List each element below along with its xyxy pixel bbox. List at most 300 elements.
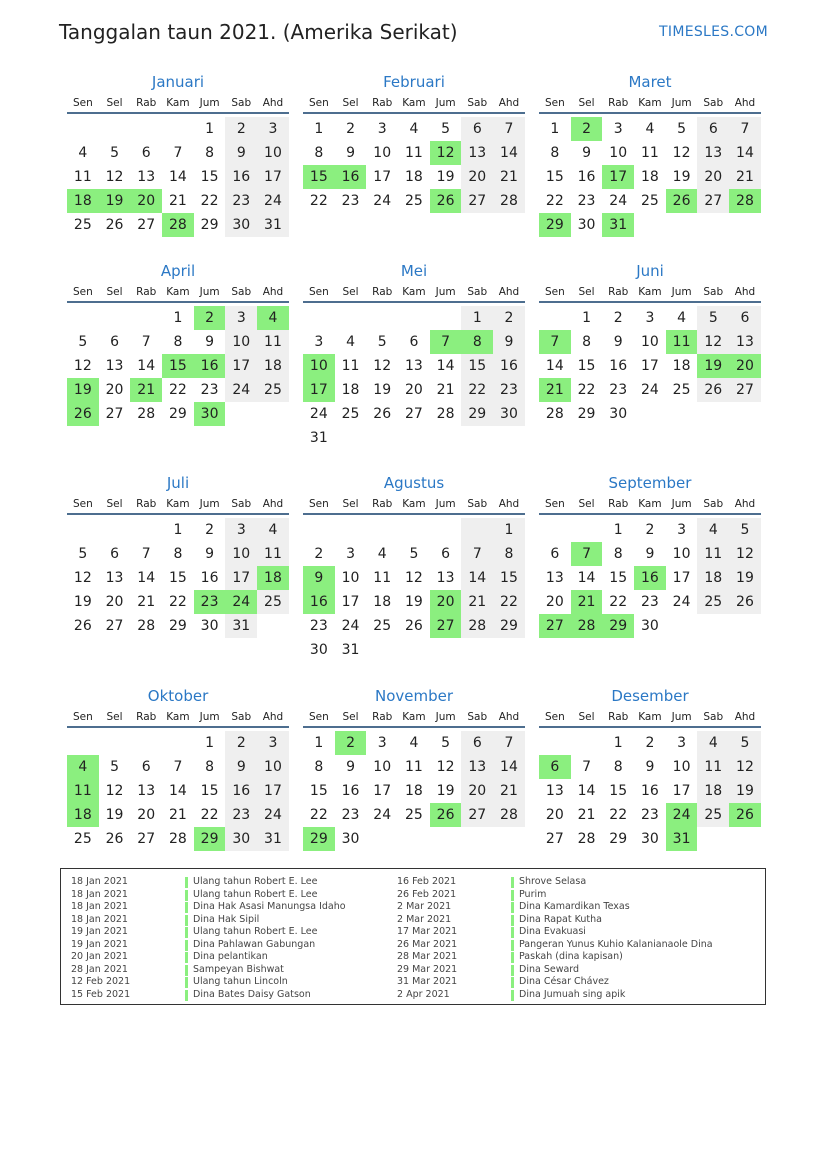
day-cell[interactable]: 22: [200, 807, 219, 823]
day-cell[interactable]: 20: [105, 594, 124, 610]
day-cell[interactable]: 21: [137, 594, 156, 610]
day-cell[interactable]: 24: [373, 193, 392, 209]
day-cell[interactable]: 2: [314, 546, 324, 562]
day-cell[interactable]: 28: [168, 831, 187, 847]
day-cell[interactable]: 8: [314, 759, 324, 775]
day-cell[interactable]: 1: [550, 121, 560, 137]
day-cell[interactable]: 20: [105, 382, 124, 398]
day-cell[interactable]: 25: [341, 406, 360, 422]
day-cell[interactable]: 5: [729, 518, 761, 542]
day-cell[interactable]: 24: [640, 382, 659, 398]
day-cell[interactable]: 24: [609, 193, 628, 209]
day-cell[interactable]: 3: [257, 731, 289, 755]
day-cell[interactable]: 19: [729, 779, 761, 803]
day-cell[interactable]: 22: [609, 594, 628, 610]
day-cell[interactable]: 11: [341, 358, 360, 374]
day-cell[interactable]: 29: [168, 406, 187, 422]
day-cell[interactable]: 7: [141, 546, 151, 562]
day-cell[interactable]: 2: [493, 306, 525, 330]
day-cell[interactable]: 18: [341, 382, 360, 398]
day-cell[interactable]: 24: [341, 618, 360, 634]
day-cell[interactable]: 3: [377, 121, 387, 137]
day-cell[interactable]: 19: [729, 566, 761, 590]
day-cell[interactable]: 31: [309, 430, 328, 446]
day-cell[interactable]: 26: [404, 618, 423, 634]
day-cell[interactable]: 27: [105, 618, 124, 634]
day-cell[interactable]: 10: [373, 759, 392, 775]
day-cell[interactable]: 18: [697, 779, 729, 803]
day-cell[interactable]: 3: [645, 310, 655, 326]
holiday-day-cell[interactable]: 2: [335, 731, 367, 755]
day-cell[interactable]: 31: [257, 827, 289, 851]
day-cell[interactable]: 1: [461, 306, 493, 330]
holiday-day-cell[interactable]: 21: [130, 378, 162, 402]
holiday-day-cell[interactable]: 19: [67, 378, 99, 402]
day-cell[interactable]: 13: [137, 783, 156, 799]
day-cell[interactable]: 31: [225, 614, 257, 638]
holiday-day-cell[interactable]: 6: [539, 755, 571, 779]
holiday-day-cell[interactable]: 26: [430, 189, 462, 213]
day-cell[interactable]: 10: [672, 759, 691, 775]
holiday-day-cell[interactable]: 23: [194, 590, 226, 614]
day-cell[interactable]: 10: [225, 330, 257, 354]
day-cell[interactable]: 23: [200, 382, 219, 398]
day-cell[interactable]: 27: [461, 803, 493, 827]
holiday-day-cell[interactable]: 29: [602, 614, 634, 638]
day-cell[interactable]: 9: [493, 330, 525, 354]
day-cell[interactable]: 16: [493, 354, 525, 378]
day-cell[interactable]: 30: [225, 213, 257, 237]
day-cell[interactable]: 5: [677, 121, 687, 137]
day-cell[interactable]: 28: [137, 406, 156, 422]
day-cell[interactable]: 4: [409, 121, 419, 137]
day-cell[interactable]: 9: [645, 759, 655, 775]
day-cell[interactable]: 15: [577, 358, 596, 374]
day-cell[interactable]: 6: [409, 334, 419, 350]
holiday-day-cell[interactable]: 15: [303, 165, 335, 189]
day-cell[interactable]: 12: [672, 145, 691, 161]
day-cell[interactable]: 12: [729, 542, 761, 566]
day-cell[interactable]: 7: [173, 759, 183, 775]
holiday-day-cell[interactable]: 16: [194, 354, 226, 378]
day-cell[interactable]: 20: [461, 165, 493, 189]
day-cell[interactable]: 30: [309, 642, 328, 658]
day-cell[interactable]: 28: [137, 618, 156, 634]
day-cell[interactable]: 14: [168, 169, 187, 185]
day-cell[interactable]: 8: [314, 145, 324, 161]
holiday-day-cell[interactable]: 17: [303, 378, 335, 402]
day-cell[interactable]: 22: [168, 594, 187, 610]
day-cell[interactable]: 25: [697, 803, 729, 827]
day-cell[interactable]: 27: [137, 831, 156, 847]
holiday-day-cell[interactable]: 29: [303, 827, 335, 851]
day-cell[interactable]: 30: [493, 402, 525, 426]
day-cell[interactable]: 25: [697, 590, 729, 614]
day-cell[interactable]: 7: [493, 117, 525, 141]
day-cell[interactable]: 13: [545, 783, 564, 799]
day-cell[interactable]: 26: [729, 590, 761, 614]
day-cell[interactable]: 22: [493, 590, 525, 614]
day-cell[interactable]: 12: [73, 358, 92, 374]
day-cell[interactable]: 23: [640, 594, 659, 610]
day-cell[interactable]: 19: [373, 382, 392, 398]
day-cell[interactable]: 1: [493, 518, 525, 542]
day-cell[interactable]: 11: [73, 169, 92, 185]
day-cell[interactable]: 23: [577, 193, 596, 209]
day-cell[interactable]: 14: [137, 358, 156, 374]
day-cell[interactable]: 20: [697, 165, 729, 189]
day-cell[interactable]: 12: [105, 783, 124, 799]
day-cell[interactable]: 16: [341, 783, 360, 799]
day-cell[interactable]: 8: [613, 546, 623, 562]
day-cell[interactable]: 1: [205, 121, 215, 137]
day-cell[interactable]: 4: [645, 121, 655, 137]
day-cell[interactable]: 17: [640, 358, 659, 374]
day-cell[interactable]: 21: [168, 807, 187, 823]
day-cell[interactable]: 4: [377, 546, 387, 562]
day-cell[interactable]: 9: [645, 546, 655, 562]
day-cell[interactable]: 2: [225, 731, 257, 755]
day-cell[interactable]: 31: [341, 642, 360, 658]
day-cell[interactable]: 24: [257, 189, 289, 213]
day-cell[interactable]: 14: [577, 783, 596, 799]
day-cell[interactable]: 8: [582, 334, 591, 350]
day-cell[interactable]: 10: [225, 542, 257, 566]
holiday-day-cell[interactable]: 26: [430, 803, 462, 827]
day-cell[interactable]: 11: [697, 542, 729, 566]
day-cell[interactable]: 27: [729, 378, 761, 402]
day-cell[interactable]: 13: [697, 141, 729, 165]
day-cell[interactable]: 29: [200, 217, 219, 233]
day-cell[interactable]: 5: [729, 731, 761, 755]
day-cell[interactable]: 5: [441, 735, 451, 751]
day-cell[interactable]: 12: [373, 358, 392, 374]
day-cell[interactable]: 22: [609, 807, 628, 823]
day-cell[interactable]: 14: [577, 570, 596, 586]
day-cell[interactable]: 30: [341, 831, 360, 847]
holiday-day-cell[interactable]: 4: [67, 755, 99, 779]
day-cell[interactable]: 10: [640, 334, 659, 350]
day-cell[interactable]: 8: [173, 334, 183, 350]
holiday-day-cell[interactable]: 16: [303, 590, 335, 614]
day-cell[interactable]: 8: [550, 145, 560, 161]
day-cell[interactable]: 1: [173, 522, 183, 538]
day-cell[interactable]: 28: [577, 831, 596, 847]
day-cell[interactable]: 3: [314, 334, 324, 350]
day-cell[interactable]: 5: [110, 145, 119, 161]
day-cell[interactable]: 15: [200, 169, 219, 185]
day-cell[interactable]: 8: [205, 759, 215, 775]
day-cell[interactable]: 27: [404, 406, 423, 422]
day-cell[interactable]: 22: [168, 382, 187, 398]
day-cell[interactable]: 20: [404, 382, 423, 398]
day-cell[interactable]: 17: [672, 783, 691, 799]
day-cell[interactable]: 27: [137, 217, 156, 233]
holiday-day-cell[interactable]: 9: [303, 566, 335, 590]
day-cell[interactable]: 14: [461, 566, 493, 590]
holiday-day-cell[interactable]: 31: [666, 827, 698, 851]
day-cell[interactable]: 13: [436, 570, 455, 586]
day-cell[interactable]: 27: [545, 831, 564, 847]
day-cell[interactable]: 14: [493, 755, 525, 779]
holiday-day-cell[interactable]: 20: [130, 189, 162, 213]
day-cell[interactable]: 16: [200, 570, 219, 586]
day-cell[interactable]: 3: [225, 518, 257, 542]
holiday-day-cell[interactable]: 19: [99, 189, 131, 213]
day-cell[interactable]: 10: [672, 546, 691, 562]
holiday-day-cell[interactable]: 18: [67, 803, 99, 827]
day-cell[interactable]: 17: [225, 354, 257, 378]
day-cell[interactable]: 2: [205, 522, 215, 538]
day-cell[interactable]: 28: [493, 189, 525, 213]
day-cell[interactable]: 17: [373, 169, 392, 185]
day-cell[interactable]: 9: [225, 141, 257, 165]
day-cell[interactable]: 28: [461, 614, 493, 638]
day-cell[interactable]: 22: [309, 807, 328, 823]
day-cell[interactable]: 25: [73, 217, 92, 233]
day-cell[interactable]: 14: [729, 141, 761, 165]
day-cell[interactable]: 7: [173, 145, 183, 161]
day-cell[interactable]: 7: [141, 334, 151, 350]
day-cell[interactable]: 1: [613, 522, 623, 538]
day-cell[interactable]: 16: [609, 358, 628, 374]
day-cell[interactable]: 14: [493, 141, 525, 165]
day-cell[interactable]: 2: [645, 522, 655, 538]
holiday-day-cell[interactable]: 2: [571, 117, 603, 141]
day-cell[interactable]: 10: [609, 145, 628, 161]
day-cell[interactable]: 29: [168, 618, 187, 634]
day-cell[interactable]: 6: [697, 117, 729, 141]
day-cell[interactable]: 25: [257, 378, 289, 402]
day-cell[interactable]: 13: [545, 570, 564, 586]
holiday-day-cell[interactable]: 27: [430, 614, 462, 638]
day-cell[interactable]: 6: [461, 117, 493, 141]
day-cell[interactable]: 20: [545, 594, 564, 610]
day-cell[interactable]: 12: [105, 169, 124, 185]
day-cell[interactable]: 6: [141, 759, 151, 775]
holiday-day-cell[interactable]: 24: [225, 590, 257, 614]
holiday-day-cell[interactable]: 30: [194, 402, 226, 426]
day-cell[interactable]: 30: [609, 406, 628, 422]
day-cell[interactable]: 1: [582, 310, 591, 326]
day-cell[interactable]: 13: [105, 570, 124, 586]
holiday-day-cell[interactable]: 31: [602, 213, 634, 237]
day-cell[interactable]: 17: [257, 779, 289, 803]
day-cell[interactable]: 21: [436, 382, 455, 398]
day-cell[interactable]: 27: [461, 189, 493, 213]
day-cell[interactable]: 20: [137, 807, 156, 823]
day-cell[interactable]: 11: [373, 570, 392, 586]
day-cell[interactable]: 16: [640, 783, 659, 799]
day-cell[interactable]: 11: [404, 759, 423, 775]
day-cell[interactable]: 3: [677, 735, 687, 751]
day-cell[interactable]: 23: [225, 803, 257, 827]
day-cell[interactable]: 30: [640, 831, 659, 847]
day-cell[interactable]: 23: [341, 193, 360, 209]
day-cell[interactable]: 3: [257, 117, 289, 141]
day-cell[interactable]: 21: [493, 165, 525, 189]
day-cell[interactable]: 16: [225, 165, 257, 189]
day-cell[interactable]: 4: [409, 735, 419, 751]
holiday-day-cell[interactable]: 29: [194, 827, 226, 851]
day-cell[interactable]: 13: [404, 358, 423, 374]
day-cell[interactable]: 23: [640, 807, 659, 823]
day-cell[interactable]: 14: [137, 570, 156, 586]
day-cell[interactable]: 10: [257, 141, 289, 165]
day-cell[interactable]: 5: [110, 759, 119, 775]
day-cell[interactable]: 9: [205, 334, 215, 350]
day-cell[interactable]: 9: [346, 145, 355, 161]
day-cell[interactable]: 8: [493, 542, 525, 566]
day-cell[interactable]: 24: [257, 803, 289, 827]
holiday-day-cell[interactable]: 16: [335, 165, 367, 189]
day-cell[interactable]: 23: [341, 807, 360, 823]
day-cell[interactable]: 28: [545, 406, 564, 422]
holiday-day-cell[interactable]: 7: [571, 542, 603, 566]
day-cell[interactable]: 19: [436, 169, 455, 185]
day-cell[interactable]: 3: [677, 522, 687, 538]
holiday-day-cell[interactable]: 24: [666, 803, 698, 827]
day-cell[interactable]: 29: [609, 831, 628, 847]
day-cell[interactable]: 6: [141, 145, 151, 161]
day-cell[interactable]: 19: [105, 807, 124, 823]
day-cell[interactable]: 23: [493, 378, 525, 402]
day-cell[interactable]: 1: [205, 735, 215, 751]
day-cell[interactable]: 10: [257, 755, 289, 779]
day-cell[interactable]: 16: [577, 169, 596, 185]
holiday-day-cell[interactable]: 21: [539, 378, 571, 402]
day-cell[interactable]: 17: [672, 570, 691, 586]
day-cell[interactable]: 5: [697, 306, 729, 330]
holiday-day-cell[interactable]: 28: [162, 213, 194, 237]
holiday-day-cell[interactable]: 19: [697, 354, 729, 378]
day-cell[interactable]: 26: [73, 618, 92, 634]
day-cell[interactable]: 26: [373, 406, 392, 422]
day-cell[interactable]: 25: [672, 382, 691, 398]
day-cell[interactable]: 23: [609, 382, 628, 398]
holiday-day-cell[interactable]: 11: [67, 779, 99, 803]
holiday-day-cell[interactable]: 28: [571, 614, 603, 638]
day-cell[interactable]: 25: [404, 193, 423, 209]
day-cell[interactable]: 11: [257, 542, 289, 566]
day-cell[interactable]: 3: [613, 121, 623, 137]
day-cell[interactable]: 18: [640, 169, 659, 185]
day-cell[interactable]: 5: [441, 121, 451, 137]
day-cell[interactable]: 19: [73, 594, 92, 610]
day-cell[interactable]: 6: [550, 546, 560, 562]
day-cell[interactable]: 22: [309, 193, 328, 209]
day-cell[interactable]: 11: [697, 755, 729, 779]
day-cell[interactable]: 12: [404, 570, 423, 586]
day-cell[interactable]: 14: [436, 358, 455, 374]
day-cell[interactable]: 6: [729, 306, 761, 330]
day-cell[interactable]: 5: [377, 334, 387, 350]
day-cell[interactable]: 19: [672, 169, 691, 185]
day-cell[interactable]: 18: [257, 354, 289, 378]
day-cell[interactable]: 30: [225, 827, 257, 851]
holiday-day-cell[interactable]: 15: [162, 354, 194, 378]
day-cell[interactable]: 9: [582, 145, 591, 161]
day-cell[interactable]: 12: [729, 755, 761, 779]
day-cell[interactable]: 21: [729, 165, 761, 189]
holiday-day-cell[interactable]: 27: [539, 614, 571, 638]
day-cell[interactable]: 17: [373, 783, 392, 799]
day-cell[interactable]: 1: [314, 121, 324, 137]
day-cell[interactable]: 18: [404, 169, 423, 185]
day-cell[interactable]: 27: [105, 406, 124, 422]
holiday-day-cell[interactable]: 11: [666, 330, 698, 354]
day-cell[interactable]: 7: [461, 542, 493, 566]
day-cell[interactable]: 19: [404, 594, 423, 610]
day-cell[interactable]: 1: [314, 735, 324, 751]
day-cell[interactable]: 13: [461, 141, 493, 165]
day-cell[interactable]: 9: [225, 755, 257, 779]
holiday-day-cell[interactable]: 26: [729, 803, 761, 827]
day-cell[interactable]: 6: [110, 334, 119, 350]
day-cell[interactable]: 22: [200, 193, 219, 209]
day-cell[interactable]: 24: [225, 378, 257, 402]
day-cell[interactable]: 9: [613, 334, 623, 350]
day-cell[interactable]: 15: [545, 169, 564, 185]
day-cell[interactable]: 7: [493, 731, 525, 755]
holiday-day-cell[interactable]: 12: [430, 141, 462, 165]
day-cell[interactable]: 4: [257, 518, 289, 542]
holiday-day-cell[interactable]: 8: [461, 330, 493, 354]
day-cell[interactable]: 15: [168, 570, 187, 586]
day-cell[interactable]: 25: [257, 590, 289, 614]
day-cell[interactable]: 21: [493, 779, 525, 803]
day-cell[interactable]: 14: [168, 783, 187, 799]
day-cell[interactable]: 4: [677, 310, 687, 326]
day-cell[interactable]: 7: [729, 117, 761, 141]
holiday-day-cell[interactable]: 18: [67, 189, 99, 213]
day-cell[interactable]: 8: [205, 145, 215, 161]
day-cell[interactable]: 3: [346, 546, 355, 562]
day-cell[interactable]: 24: [309, 406, 328, 422]
day-cell[interactable]: 9: [346, 759, 355, 775]
day-cell[interactable]: 18: [373, 594, 392, 610]
day-cell[interactable]: 13: [461, 755, 493, 779]
day-cell[interactable]: 17: [341, 594, 360, 610]
day-cell[interactable]: 12: [436, 759, 455, 775]
day-cell[interactable]: 15: [609, 783, 628, 799]
day-cell[interactable]: 6: [441, 546, 451, 562]
holiday-day-cell[interactable]: 26: [67, 402, 99, 426]
day-cell[interactable]: 1: [173, 310, 183, 326]
day-cell[interactable]: 28: [436, 406, 455, 422]
day-cell[interactable]: 16: [225, 779, 257, 803]
day-cell[interactable]: 15: [309, 783, 328, 799]
day-cell[interactable]: 12: [73, 570, 92, 586]
day-cell[interactable]: 26: [105, 217, 124, 233]
day-cell[interactable]: 21: [461, 590, 493, 614]
day-cell[interactable]: 29: [577, 406, 596, 422]
holiday-day-cell[interactable]: 17: [602, 165, 634, 189]
holiday-day-cell[interactable]: 20: [729, 354, 761, 378]
day-cell[interactable]: 15: [200, 783, 219, 799]
day-cell[interactable]: 11: [257, 330, 289, 354]
day-cell[interactable]: 29: [493, 614, 525, 638]
holiday-day-cell[interactable]: 2: [194, 306, 226, 330]
day-cell[interactable]: 12: [697, 330, 729, 354]
day-cell[interactable]: 23: [309, 618, 328, 634]
day-cell[interactable]: 22: [545, 193, 564, 209]
day-cell[interactable]: 26: [105, 831, 124, 847]
day-cell[interactable]: 10: [341, 570, 360, 586]
day-cell[interactable]: 21: [577, 807, 596, 823]
day-cell[interactable]: 3: [225, 306, 257, 330]
day-cell[interactable]: 13: [729, 330, 761, 354]
